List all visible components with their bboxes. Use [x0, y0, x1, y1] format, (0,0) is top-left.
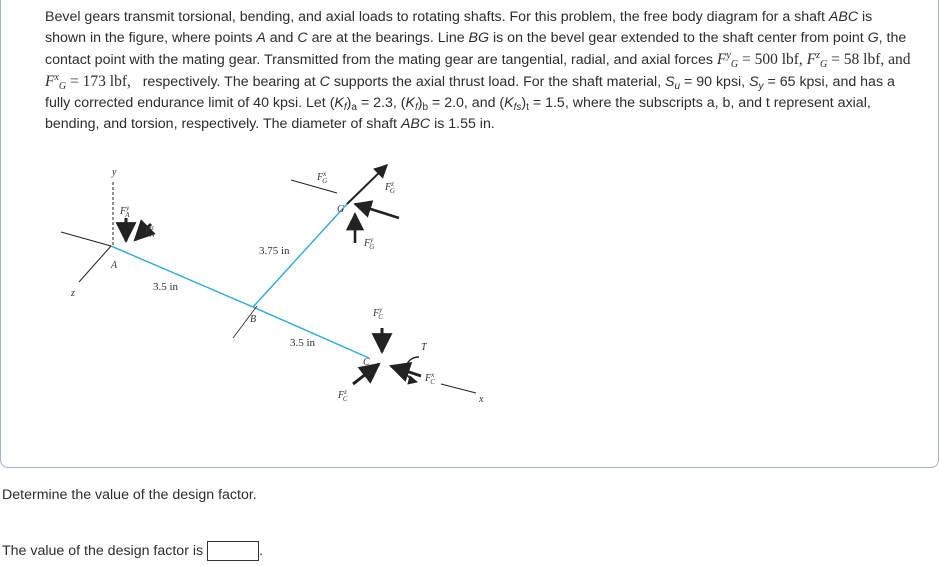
problem-statement: Bevel gears transmit torsional, bending, and axial loads to rotating shafts. For this problem, the free body diagram for a shaft ABC is shown in the figure, where points A and C are at the bearings. Line BG is on the bevel gear extended to the shaft center from point G, the contact point with the mating gear. Transmitted from the mating gear are tangential, radial, and axial forces $F^y_G = 500$ lbf, $F^z_G = 58$ lbf, and $F^x_G = 173$ lbf, respectively. The bearing at C supports the axial thrust load. For the shaft material, $S_u = 90$ kpsi, $S_y = 65$ kpsi, and has a fully corrected endurance limit of 40 kpsi. Let $(K_f)_a = 2.3$, $(K_f)_b = 2.0$, and $(K_{fs})_t = 1.5$, where the subscripts a, b, and t represent axial, bending, and torsion, respectively. The diameter of shaft ABC is 1.55 in. — [45, 9, 911, 132]
label-fcy: $F^y$ C — [373, 306, 383, 321]
answer-row — [2, 541, 263, 561]
point-b-label: B — [250, 314, 257, 325]
dim-bg: 3.75 in — [259, 245, 290, 257]
y-axis-label: y — [112, 167, 117, 178]
torque-arc — [406, 357, 419, 382]
point-g-label: G — [337, 204, 345, 215]
point-c-label: C — [363, 357, 370, 368]
shaft-segment-ab — [111, 246, 253, 307]
free-body-diagram — [1, 150, 939, 450]
gear-tangent-line — [291, 180, 337, 193]
torque-label: T — [421, 342, 427, 353]
design-factor-input[interactable] — [207, 541, 259, 561]
x-axis — [441, 384, 476, 393]
shaft-segment-bc — [253, 307, 369, 358]
answer-label: The value of the design factor is — [2, 543, 204, 559]
z-axis-label: z — [71, 288, 75, 299]
z-axis — [79, 246, 111, 282]
x-axis-label: x — [479, 394, 484, 405]
label-faz: $F^z$ A — [145, 224, 155, 239]
point-a-label: A — [111, 260, 118, 271]
dim-ab: 3.5 in — [153, 281, 179, 293]
label-fgz: $F^z$ G — [385, 180, 395, 195]
force-arrow-fgx — [347, 165, 387, 204]
answer-suffix: . — [259, 543, 264, 559]
label-fcx: $F^x$ C — [425, 371, 435, 386]
question-text: Determine the value of the design factor. — [2, 487, 257, 503]
label-fgx: $F^x$ G — [317, 170, 328, 185]
label-fcz: $F^z$ C — [338, 388, 348, 403]
dim-bc: 3.5 in — [290, 337, 316, 349]
label-fgy: $F^y$ G — [364, 236, 375, 251]
x-axis-back — [61, 232, 111, 246]
label-fay: $F^y$ A — [120, 204, 130, 219]
force-arrow-fgz — [355, 204, 399, 218]
